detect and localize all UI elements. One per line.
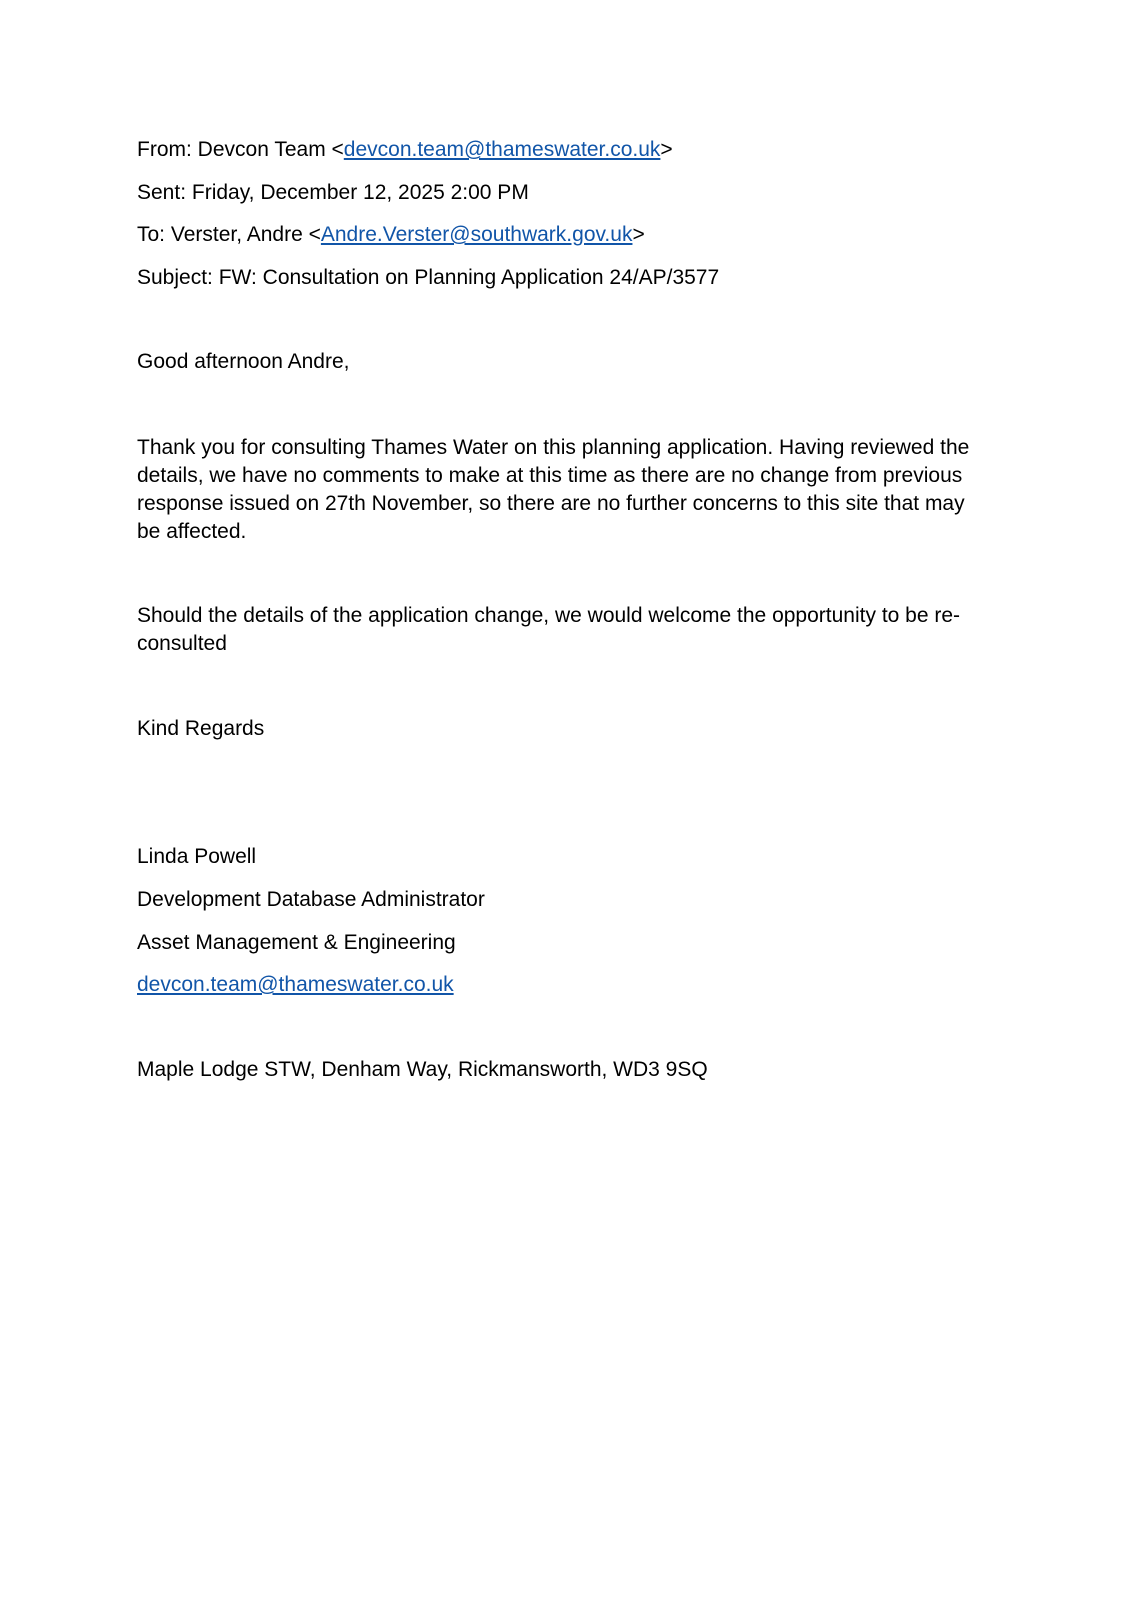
closing: Kind Regards [137,717,265,740]
to-close: > [632,223,645,246]
signature-name: Linda Powell [137,845,257,868]
signature-title: Development Database Administrator [137,888,485,911]
signature-department: Asset Management & Engineering [137,931,456,954]
header-subject: Subject: FW: Consultation on Planning Application 24/AP/3577 [137,266,720,289]
header-from [137,136,673,164]
from-label: From: [137,138,198,161]
body-paragraph-2: Should the details of the application change, we would welcome the opportunity to be re-consulted [137,604,961,655]
from-name: Devcon Team < [197,138,344,161]
to-name: Verster, Andre < [170,223,321,246]
greeting: Good afternoon Andre, [137,350,350,373]
signature-email-link[interactable]: devcon.team@thameswater.co.uk [137,973,454,996]
to-email-link[interactable]: Andre.Verster@southwark.gov.uk [320,223,633,246]
header-to [137,221,645,249]
header-sent: Sent: Friday, December 12, 2025 2:00 PM [137,181,529,204]
from-close: > [660,138,673,161]
to-label: To: [137,223,171,246]
body-paragraph-1: Thank you for consulting Thames Water on this planning application. Having reviewed the details, we have no comments to make at this time as there are no change from previous response issued on 27th November, so there are no further concerns to this site that may be affected. [137,436,970,543]
signature-address: Maple Lodge STW, Denham Way, Rickmansworth, WD3 9SQ [137,1058,708,1081]
from-email-link[interactable]: devcon.team@thameswater.co.uk [343,138,661,161]
signature-email-row [137,971,454,999]
